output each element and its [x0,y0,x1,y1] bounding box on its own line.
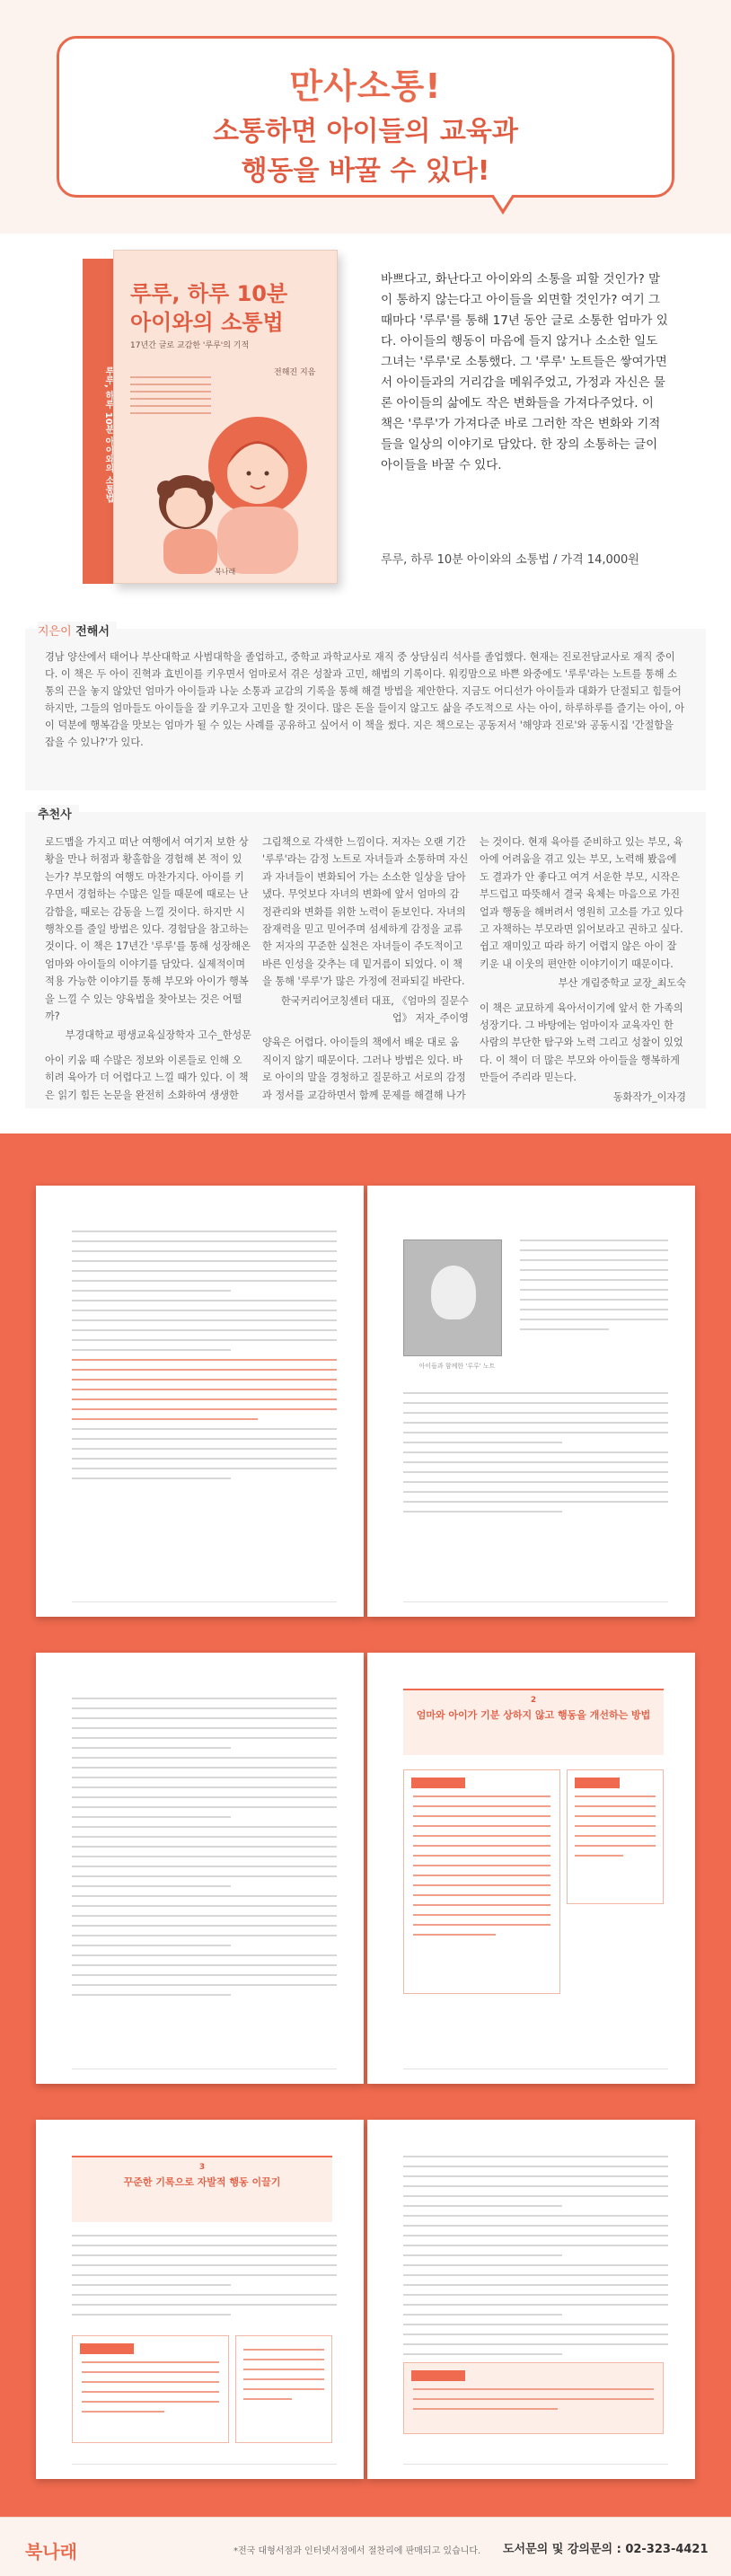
headline-subline-2: 행동을 바꿀 수 있다! [241,155,490,187]
book-cover-image [83,250,343,591]
headline-speech-bubble [57,36,674,198]
recommendation-signature-1: 부경대학교 평생교육실장학자 고수_한성문 [65,1029,251,1042]
preview-page-2 [367,1186,695,1617]
preview-page-6 [367,2120,695,2479]
recommendation-panel [25,808,706,1108]
recommendation-label: 추천사 [38,805,79,822]
note-card-5 [403,2362,664,2434]
author-bio: 경남 양산에서 태어나 부산대학교 사범대학을 졸업하고, 중학교 과학교사로 재직 중 상담심리 석사를 졸업했다. 현재는 진로전담교사로 재직 중이다. 이 책은 두 아이 진혁과 효빈이를 키우면서 엄마로서 겪은 성찰과 고민, 해법의 기록이다. 워킹맘으로 바쁜 와중에도 '루루'라는 노트를 통해 소통의 끈을 놓지 않았던 엄마가 아이들과 나눈 소통과 교감의 기록을 통해 해결 방법을 제안한다. 지금도 어디선가 아이들과 대화가 단절되고 힘들어 하지만, 그들의 엄마들도 아이들을 잘 키우고자 고민을 할 것이다. 많은 돈을 들이지 않고도 삶을 주도적으로 사는 아이, 하루하루를 즐기는 아이, 아이 덕분에 행복감을 맛보는 엄마가 될 수 있는 사례를 공유하고 싶어서 이 책을 썼다. 지은 책으로는 공동저서 '해양과 진로'와 공동시집 '간절함을 잡을 수 있나?'가 있다. [45,651,685,748]
chapter-2-title: 엄마와 아이가 기분 상하지 않고 행동을 개선하는 방법 [416,1709,651,1721]
book-spine: 루루, 하루 10분 아이와의 소통법 [83,259,115,584]
intro-paragraph: 바쁘다고, 화난다고 아이와의 소통을 피할 것인가? 말이 통하지 않는다고 아이들을 외면할 것인가? 여기 그때마다 '루루'를 통해 17년 동안 글로 소통한 엄마가 있다. 아이들의 행동이 마음에 들지 않거나 소소한 일도 그녀는 '루루'로 소통했다. 그 '루루' 노트들은 쌓여가면서 아이들과의 거리감을 메워주었고, 가정과 자신은 물론 아이들의 삶에도 작은 변화들을 가져다주었다. 이 책은 '루루'가 가져다준 바로 그러한 작은 변화와 기적들을 일상의 이야기로 담았다. 한 장의 소통하는 글이 아이들을 바꿀 수 있다. [381,272,668,472]
footer-bar [0,2517,731,2576]
note-card-4 [235,2335,332,2443]
recommendation-column-3 [480,834,686,1106]
mother-child-illustration [123,403,330,574]
author-tag: 지은이 [38,625,72,639]
book-author: 전해진 지음 [274,368,316,377]
headline-title: 만사소통! [289,66,442,106]
bear-notebook-icon [431,1266,476,1319]
photo-caption: 아이들과 함께한 '루루' 노트 [418,1363,496,1370]
preview-page-1 [36,1186,364,1617]
sales-note: *전국 대형서점과 인터넷서점에서 절찬리에 판매되고 있습니다. [233,2546,481,2556]
preview-page-4 [367,1653,695,2084]
notebook-photo [403,1239,502,1356]
book-title-line-1: 루루, 하루 10분 [130,281,288,306]
recommendation-text-1: 로드맵을 가지고 떠난 여행에서 여기저 보한 상황을 만나 허점과 황홀함을 경험해 본 적이 있는가? 부모함의 여행도 마찬가지다. 아이를 키우면서 경험하는 수많은 일들 때문에 때로는 난감함을, 때로는 감동을 느낄 것이다. 하지만 시행착오를 줄일 방법은 있다. 경험담을 참고하는 것이다. 이 책은 17년간 '루루'를 통해 성장해온 엄마와 아이들의 이야기를 담았다. 실제적이며 적용 가능한 이야기를 통해 부모와 아이가 행복을 느낄 수 있는 양육법을 찾아보는 것은 어떨까? [45,836,251,1023]
book-subtitle: 17년간 글로 교감한 '루루'의 기적 [130,341,250,350]
page-text-lines [72,1231,337,1487]
recommendation-text-1b: 아이 키움 때 수많은 정보와 이론들로 인해 오히려 육아가 더 어렵다고 느낄 때가 있다. 이 책은 읽기 힘든 논문을 완전히 소화하여 생생한 [45,1054,249,1101]
recommendation-text-3: 는 것이다. 현재 육아를 준비하고 있는 부모, 육아에 어려움을 겪고 있는 부모, 노력해 봤음에도 결과가 안 좋다고 여겨 서운한 부모, 시작은 부드럽고 따뜻해서 결국 육체는 마음으로 가진 얼과 행동을 해버려서 영원히 고소를 가고 있다고 자책하는 부모라면 읽어보라고 권하고 싶다. 쉽고 재미있고 따라 하기 어렵지 않은 아이 잘 키운 내 이웃의 편안한 이야기이기 때문이다. [480,836,683,970]
chapter-2-header [403,1689,664,1755]
book-price: 루루, 하루 10분 아이와의 소통법 / 가격 14,000원 [381,553,639,567]
recommendation-signature-4: 동화작가_이자경 [612,1090,686,1103]
author-label [38,622,117,639]
publisher-logo: 북나래 [25,2541,77,2563]
author-name: 전해서 [75,625,110,639]
recommendation-text-3b: 이 책은 교묘하게 육아서이기에 앞서 한 가족의 성장기다. 그 바탕에는 엄마이자 교육자인 한 사람의 부단한 탐구와 노력 그리고 성찰이 있었다. 이 책이 더 많은 부모와 아이들을 행복하게 만들어 주리라 믿는다. [480,1001,683,1084]
contact-info: 도서문의 및 강의문의 : 02-323-4421 [503,2543,709,2556]
recommendation-column-2 [262,834,469,1104]
book-intro [381,269,668,476]
recommendation-text-2: 그림책으로 각색한 느낌이다. 저자는 오랜 기간 '루루'라는 감정 노트로 자녀들과 소통하며 자신과 자녀들이 변화되어 가는 소소한 일상을 담아냈다. 무엇보다 자녀의 변화에 앞서 엄마의 감정관리와 변화를 위한 노력이 돋보인다. 자녀의 잠재력을 믿고 믿어주며 섬세하게 감정을 교류한 저자의 꾸준한 실천은 자녀들이 주도적이고 바른 인성을 갖추는 데 밑거름이 되었다. 이 책을 통해 '루루'가 많은 가정에 전파되길 바란다. [262,836,469,988]
book-front-cover [113,250,338,584]
note-card-3 [72,2335,229,2443]
preview-page-5 [36,2120,364,2479]
chapter-3-header [72,2156,332,2222]
note-card-2 [567,1769,664,1904]
chapter-3-number: 3 [198,2163,206,2172]
recommendation-text-2b: 양육은 어렵다. 아이들의 책에서 배운 대로 움직이지 않기 때문이다. 그러나 방법은 있다. 바로 아이의 말을 경청하고 질문하고 서로의 감정과 정서를 교감하면서 함께 문제를 해결해 나가 [262,1037,466,1101]
author-panel [25,625,706,790]
recommendation-signature-2: 한국커리어코칭센터 대표, 《엄마의 질문수업》 저자_주이영 [280,994,469,1025]
note-card-1 [403,1769,560,1994]
chapter-2-number: 2 [530,1696,537,1705]
recommendation-signature-3: 부산 개림중학교 교장_최도숙 [558,977,686,990]
book-title-line-2: 아이와의 소통법 [130,310,284,335]
chapter-3-title: 꾸준한 기록으로 자발적 행동 이끌기 [123,2176,281,2188]
recommendation-column-1 [45,834,251,1104]
preview-page-3 [36,1653,364,2084]
book-publisher: 북나래 [215,568,236,576]
headline-subline-1: 소통하면 아이들의 교육과 [213,116,518,147]
